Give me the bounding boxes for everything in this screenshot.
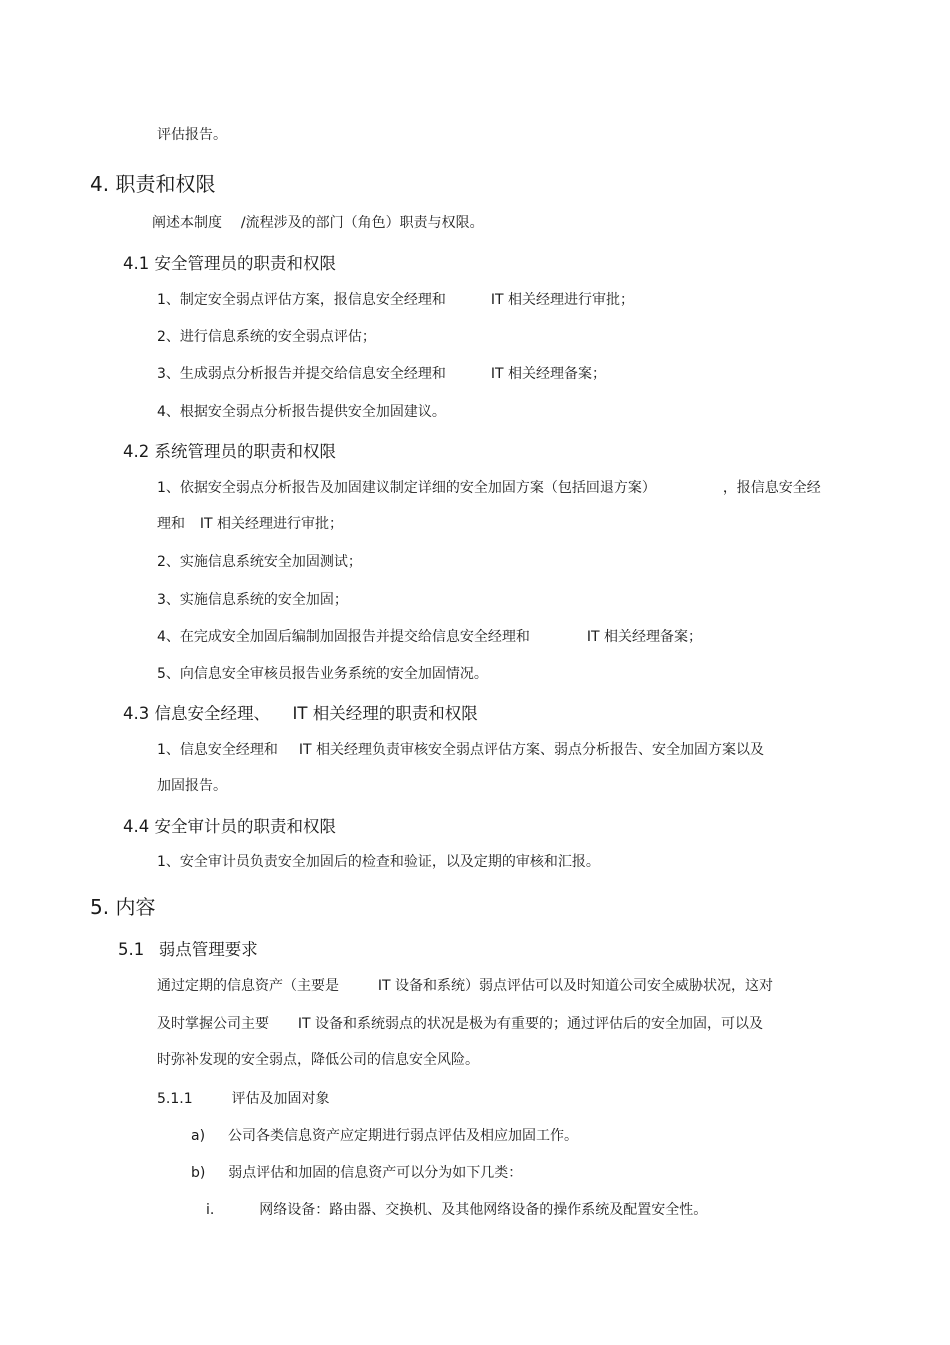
list-item: 2、实施信息系统安全加固测试；: [157, 554, 362, 570]
subsection-title: 信息安全经理、: [154, 704, 270, 723]
paragraph-text: 及时掌握公司主要: [157, 1016, 269, 1032]
list-item-continuation: 加固报告。: [157, 778, 227, 794]
section-title: 内容: [115, 895, 156, 919]
list-item: 4、根据安全弱点分析报告提供安全加固建议。: [157, 404, 446, 420]
intro-text: 评估报告。: [157, 127, 227, 143]
item-text: 1、依据安全弱点分析报告及加固建议制定详细的安全加固方案（包括回退方案）: [157, 480, 656, 496]
section-number: 5.: [90, 895, 110, 919]
list-item: 2、进行信息系统的安全弱点评估；: [157, 329, 376, 345]
item-text: 弱点评估和加固的信息资产可以分为如下几类：: [228, 1165, 523, 1181]
paragraph-text: IT 设备和系统弱点的状况是极为有重要的；通过评估后的安全加固，可以及: [297, 1016, 764, 1032]
subsection-number: 4.3: [123, 704, 150, 723]
subsection-4-4-heading: [123, 813, 336, 837]
list-marker: i.: [206, 1202, 215, 1218]
paragraph-line: [157, 1013, 763, 1033]
section-5-heading: [90, 891, 155, 920]
subsection-4-1-heading: [123, 250, 336, 274]
section-title: 职责和权限: [115, 172, 216, 196]
subsubsection-title: 评估及加固对象: [231, 1091, 330, 1107]
item-text: 3、生成弱点分析报告并提交给信息安全经理和: [157, 366, 446, 382]
list-item-i: [206, 1199, 707, 1219]
subsection-title: 弱点管理要求: [158, 940, 258, 959]
subsection-4-3-heading: [123, 700, 478, 724]
item-text: IT 相关经理备案；: [490, 366, 606, 382]
subsection-number: 5.1: [118, 940, 145, 959]
list-item-b: [191, 1162, 522, 1182]
paragraph-line: 时弥补发现的安全弱点，降低公司的信息安全风险。: [157, 1052, 479, 1068]
list-item: [157, 626, 702, 646]
item-text: 网络设备：路由器、交换机、及其他网络设备的操作系统及配置安全性。: [259, 1202, 708, 1218]
item-text: IT 相关经理备案；: [586, 629, 702, 645]
item-text: ，报信息安全经: [722, 480, 821, 496]
subsection-number: 4.4: [123, 817, 150, 836]
list-item: [157, 289, 634, 309]
list-marker: a): [191, 1128, 206, 1144]
subsubsection-number: 5.1.1: [157, 1091, 193, 1107]
paragraph-text: 通过定期的信息资产（主要是: [157, 978, 339, 994]
list-item: 5、向信息安全审核员报告业务系统的安全加固情况。: [157, 666, 488, 682]
list-item-continuation: [157, 513, 343, 533]
item-text: 理和: [157, 516, 185, 532]
item-text: 4、在完成安全加固后编制加固报告并提交给信息安全经理和: [157, 629, 530, 645]
list-item-a: [191, 1125, 578, 1145]
subsubsection-5-1-1-heading: [157, 1088, 330, 1108]
list-item: [157, 363, 606, 383]
paragraph-line: [157, 975, 773, 995]
list-marker: b): [191, 1165, 206, 1181]
item-text: IT 相关经理进行审批；: [199, 516, 344, 532]
subsection-title: IT 相关经理的职责和权限: [292, 704, 478, 723]
list-item: 1、安全审计员负责安全加固后的检查和验证，以及定期的审核和汇报。: [157, 854, 600, 870]
item-text: 1、制定安全弱点评估方案，报信息安全经理和: [157, 292, 446, 308]
subsection-number: 4.2: [123, 442, 150, 461]
subsection-title: 安全审计员的职责和权限: [154, 817, 336, 836]
section-number: 4.: [90, 172, 110, 196]
subsection-4-2-heading: [123, 438, 336, 462]
item-text: 1、信息安全经理和: [157, 742, 278, 758]
list-item: 3、实施信息系统的安全加固；: [157, 592, 348, 608]
item-text: IT 相关经理进行审批；: [490, 292, 634, 308]
item-text: 公司各类信息资产应定期进行弱点评估及相应加固工作。: [227, 1128, 578, 1144]
description-part: /流程涉及的部门（角色）职责与权限。: [240, 215, 484, 231]
subsection-number: 4.1: [123, 254, 150, 273]
list-item: [157, 477, 821, 497]
list-item: [157, 739, 764, 759]
section-4-description: [152, 212, 484, 232]
description-part: 阐述本制度: [152, 215, 222, 231]
section-4-heading: [90, 168, 215, 197]
subsection-5-1-heading: [118, 936, 258, 960]
subsection-title: 安全管理员的职责和权限: [154, 254, 336, 273]
item-text: IT 相关经理负责审核安全弱点评估方案、弱点分析报告、安全加固方案以及: [298, 742, 764, 758]
subsection-title: 系统管理员的职责和权限: [154, 442, 336, 461]
paragraph-text: IT 设备和系统）弱点评估可以及时知道公司安全威胁状况，这对: [377, 978, 774, 994]
